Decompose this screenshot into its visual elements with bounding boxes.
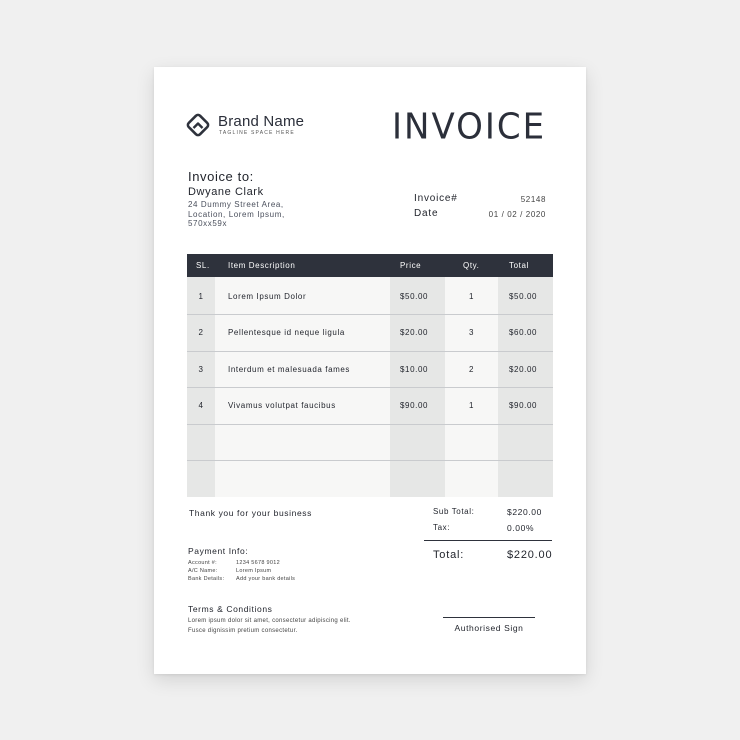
- cell-total: $60.00: [509, 328, 538, 337]
- row-divider: [187, 351, 553, 352]
- header-sl: SL.: [196, 261, 210, 270]
- client-address: [188, 200, 318, 229]
- address-line: 24 Dummy Street Area,: [188, 200, 284, 209]
- cell-qty: 3: [468, 328, 475, 337]
- header-total: Total: [509, 261, 529, 270]
- cell-total: $50.00: [509, 292, 538, 301]
- cell-sl: 4: [198, 401, 204, 410]
- cell-total: $90.00: [509, 401, 538, 410]
- address-line: Location, Lorem Ipsum,: [188, 209, 285, 219]
- terms-text: Lorem ipsum dolor sit amet, consectetur adipiscing elit. Fusce dignissim pretium consectetur.: [188, 618, 351, 634]
- tax-label: Tax:: [433, 523, 451, 532]
- signature-line: [443, 617, 535, 618]
- total-label: Total:: [433, 549, 465, 561]
- cell-price: $10.00: [400, 365, 429, 374]
- bank-label: Bank Details:: [188, 576, 225, 582]
- cell-total: $20.00: [509, 365, 538, 374]
- cell-qty: 2: [468, 365, 475, 374]
- cell-price: $90.00: [400, 401, 429, 410]
- address-line: 570xx59x: [188, 219, 228, 228]
- invoice-page: [154, 67, 586, 674]
- header-qty: Qty.: [463, 261, 480, 270]
- items-table: [187, 254, 553, 497]
- cell-qty: 1: [468, 292, 475, 301]
- row-divider: [187, 314, 553, 315]
- invoice-title: INVOICE: [392, 106, 547, 148]
- invoice-number-label: Invoice#: [414, 193, 458, 204]
- terms-title: Terms & Conditions: [188, 604, 273, 614]
- header-description: Item Description: [228, 261, 296, 270]
- subtotal-label: Sub Total:: [433, 507, 475, 516]
- brand-tagline: TAGLINE SPACE HERE: [219, 130, 295, 136]
- table-header: [187, 254, 553, 277]
- cell-description: Interdum et malesuada fames: [228, 365, 351, 374]
- cell-price: $50.00: [400, 292, 429, 301]
- signature-label: Authorised Sign: [454, 623, 524, 633]
- cell-qty: 1: [468, 401, 475, 410]
- cell-price: $20.00: [400, 328, 429, 337]
- header-price: Price: [400, 261, 422, 270]
- total-divider: [424, 540, 552, 541]
- row-divider: [187, 460, 553, 461]
- row-divider: [187, 387, 553, 388]
- subtotal-value: $220.00: [507, 507, 542, 517]
- brand-logo-icon: [185, 112, 211, 138]
- cell-description: Vivamus volutpat faucibus: [228, 401, 336, 410]
- account-value: 1234 5678 9012: [236, 560, 280, 566]
- date-value: 01 / 02 / 2020: [488, 210, 546, 219]
- ac-name-value: Lorem Ipsum: [236, 568, 272, 574]
- row-divider: [187, 424, 553, 425]
- cell-sl: 3: [198, 365, 204, 374]
- bank-value: Add your bank details: [236, 576, 296, 582]
- invoice-number-value: 52148: [520, 195, 546, 204]
- thanks-message: Thank you for your business: [189, 508, 312, 518]
- tax-value: 0.00%: [507, 523, 535, 533]
- cell-sl: 2: [198, 328, 204, 337]
- ac-name-label: A/C Name:: [188, 568, 218, 574]
- date-label: Date: [414, 208, 439, 219]
- payment-info-title: Payment Info:: [188, 546, 249, 556]
- cell-description: Pellentesque id neque ligula: [228, 328, 345, 337]
- account-label: Account #:: [188, 560, 217, 566]
- cell-sl: 1: [198, 292, 204, 301]
- total-value: $220.00: [507, 549, 553, 561]
- invoice-to-label: Invoice to:: [188, 169, 254, 184]
- brand-name: Brand Name: [218, 113, 305, 130]
- cell-description: Lorem Ipsum Dolor: [228, 292, 307, 301]
- client-name: Dwyane Clark: [188, 186, 264, 198]
